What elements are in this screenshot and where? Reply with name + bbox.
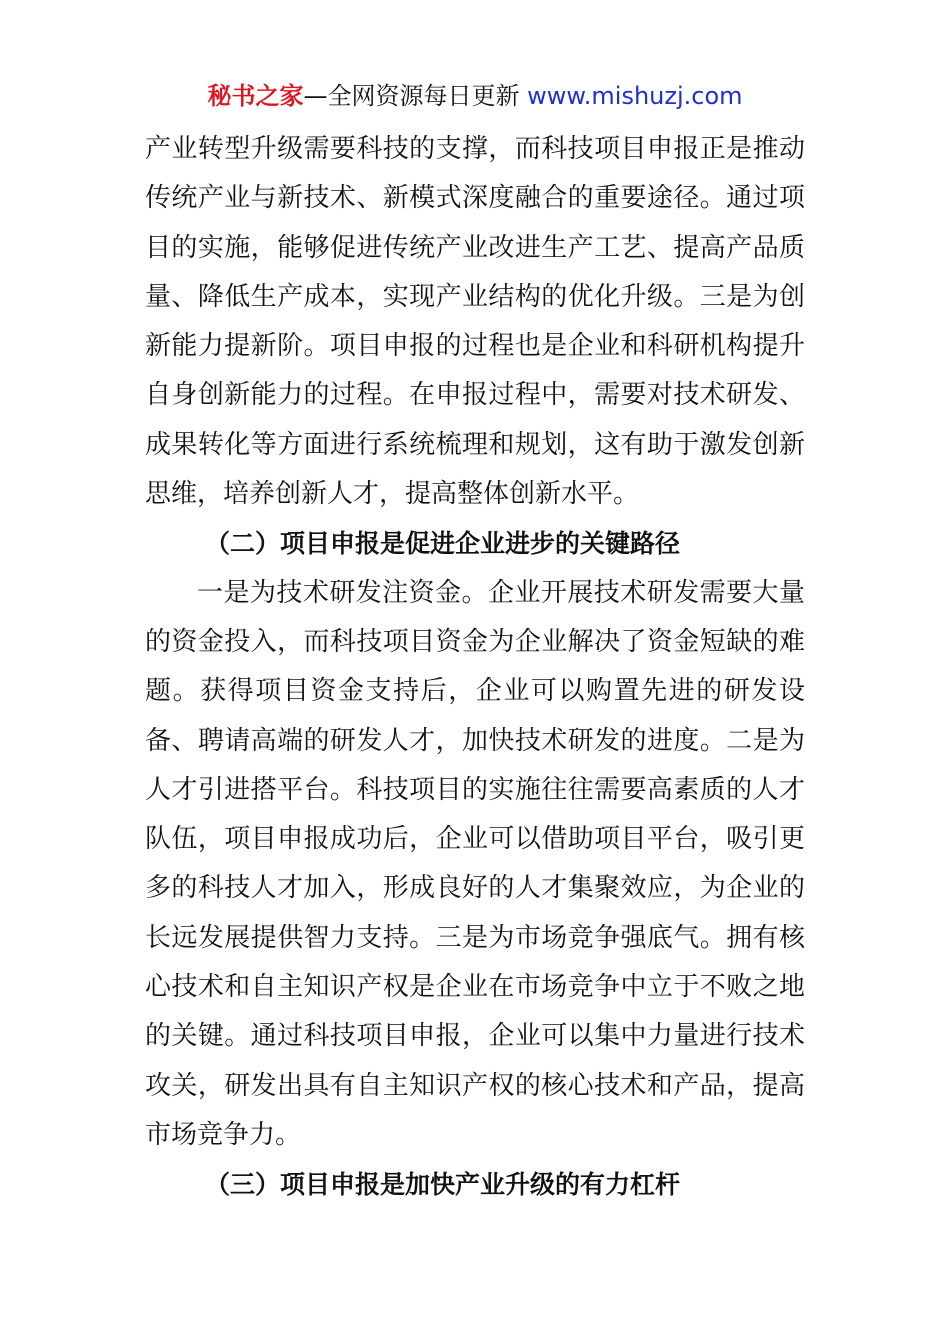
- header-url-link[interactable]: www.mishuzj.com: [527, 82, 743, 110]
- header-brand: 秘书之家: [207, 82, 304, 110]
- header-tagline: —全网资源每日更新: [303, 82, 528, 110]
- body-paragraph-2: 一是为技术研发注资金。企业开展技术研发需要大量的资金投入，而科技项目资金为企业解决了资金短缺的难题。获得项目资金支持后，企业可以购置先进的研发设备、聘请高端的研发人才，加快技术研发的进度。二是为人才引进搭平台。科技项目的实施往往需要高素质的人才队伍，项目申报成功后，企业可以借助项目平台，吸引更多的科技人才加入，形成良好的人才集聚效应，为企业的长远发展提供智力支持。三是为市场竞争强底气。拥有核心技术和自主知识产权是企业在市场竞争中立于不败之地的关键。通过科技项目申报，企业可以集中力量进行技术攻关，研发出具有自主知识产权的核心技术和产品，提高市场竞争力。: [145, 577, 805, 1150]
- body-paragraph-1: 产业转型升级需要科技的支撑，而科技项目申报正是推动传统产业与新技术、新模式深度融合的重要途径。通过项目的实施，能够促进传统产业改进生产工艺、提高产品质量、降低生产成本，实现产业结构的优化升级。三是为创新能力提新阶。项目申报的过程也是企业和科研机构提升自身创新能力的过程。在申报过程中，需要对技术研发、成果转化等方面进行系统梳理和规划，这有助于激发创新思维，培养创新人才，提高整体创新水平。: [145, 134, 805, 510]
- section-heading-3: （三）项目申报是加快产业升级的有力杠杆: [205, 1170, 681, 1200]
- document-body: [145, 125, 805, 1210]
- section-heading-2: （二）项目申报是促进企业进步的关键路径: [205, 529, 681, 559]
- page-header: [0, 78, 950, 114]
